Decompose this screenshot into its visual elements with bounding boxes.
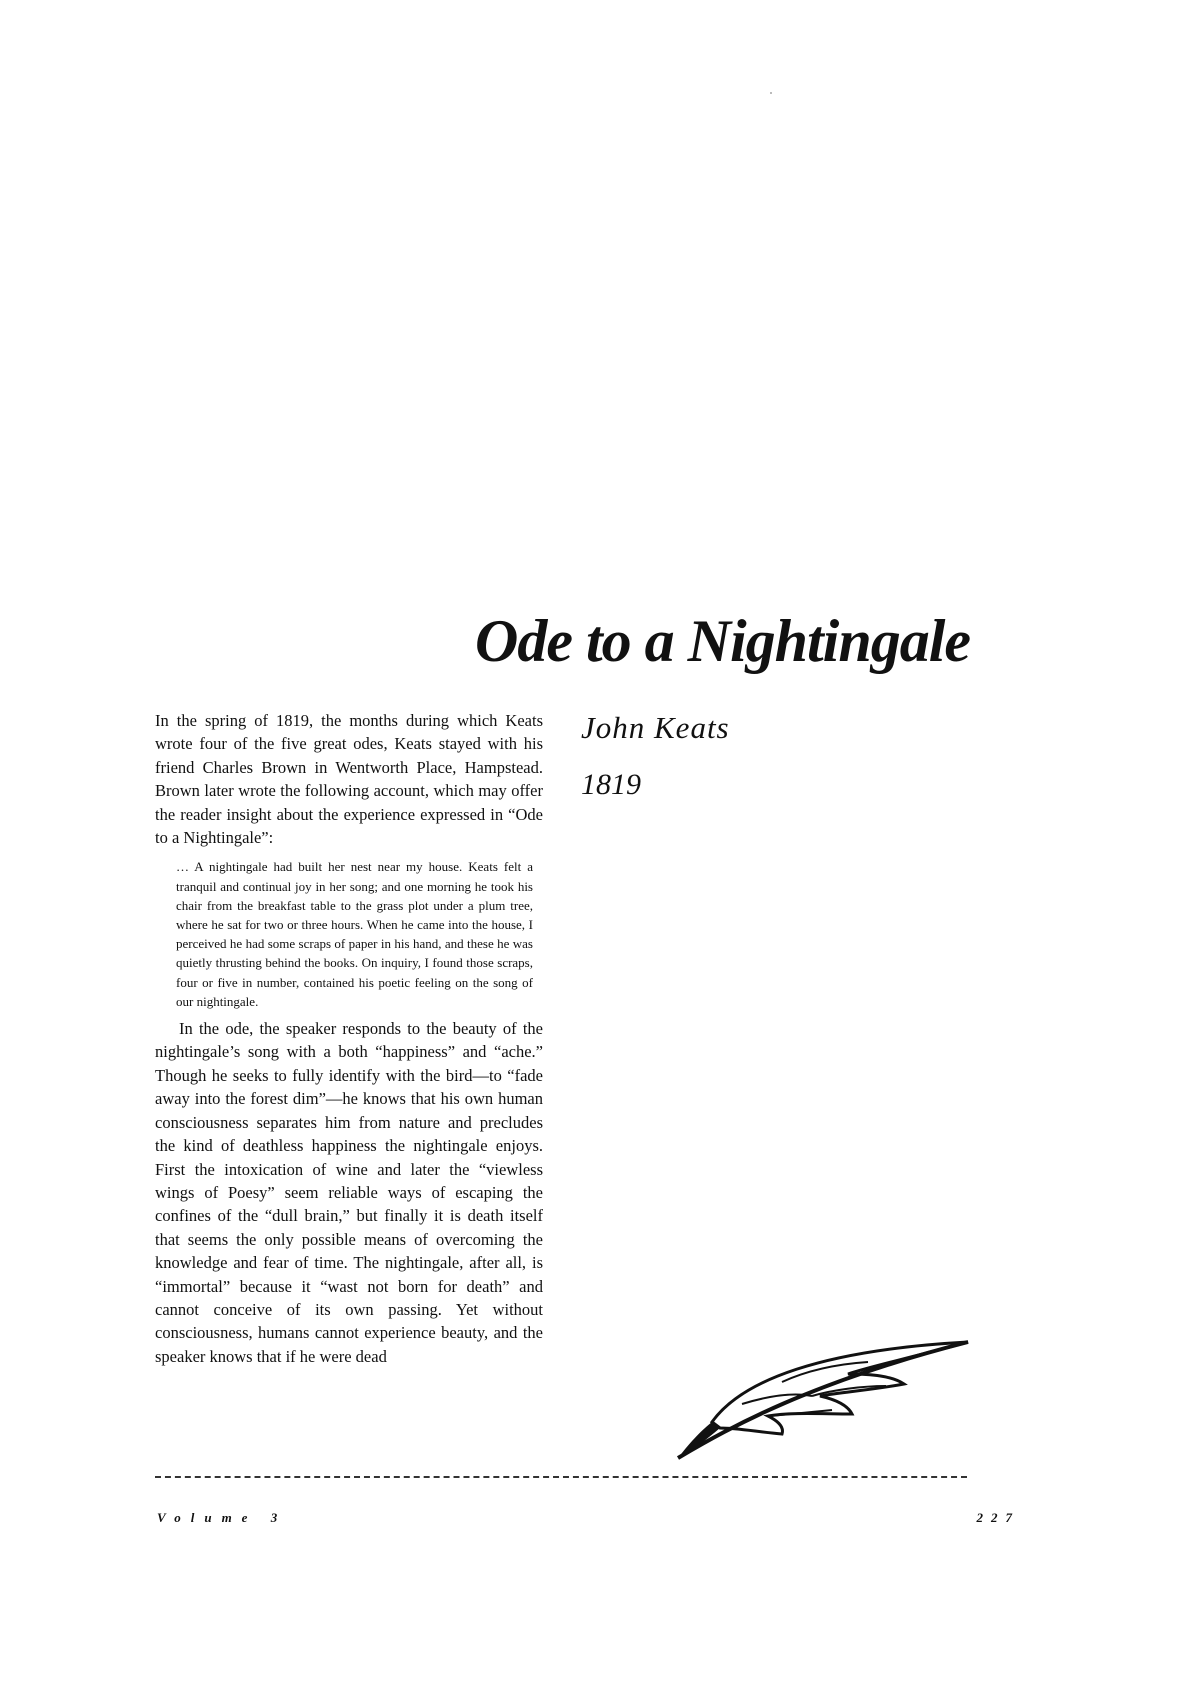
footer-rule — [155, 1476, 967, 1478]
page-number: 227 — [976, 1510, 1020, 1525]
publication-year: 1819 — [581, 768, 641, 801]
scan-speck — [770, 92, 772, 94]
intro-column — [155, 709, 543, 1368]
brown-quotation: … A nightingale had built her nest near my house. Keats felt a tranquil and continual joy in her song; and one morning he took his chair from the breakfast table to the grass plot under a plum tree, where he sat for two or three hours. When he came into the house, I perceived he had some scraps of paper in his hand, and these he was quietly thrusting behind the books. On inquiry, I found those scraps, four or five in number, contained his poetic feeling on the song of our nightingale. — [176, 859, 533, 1009]
intro-paragraph: In the spring of 1819, the months during which Keats wrote four of the five great odes, Keats stayed with his friend Charles Brown in Wentworth Place, Hampstead. Brown later wrote the following account, which may offer the reader insight about the experience expressed in “Ode to a Nightingale”: — [155, 711, 543, 848]
analysis-paragraph: In the ode, the speaker responds to the beauty of the nightingale’s song with a both “happiness” and “ache.” Though he seeks to fully identify with the bird—to “fade away into the forest dim”—he knows that his own human consciousness separates him from nature and precludes the kind of deathless happiness the nightingale enjoys. First the intoxication of wine and later the “viewless wings of Poesy” seem reliable ways of escaping the confines of the “dull brain,” but finally it is death itself that seems the only possible means of overcoming the knowledge and fear of time. The nightingale, after all, is “immortal” because it “wast not born for death” and cannot conceive of its own passing. Yet without consciousness, humans cannot experience beauty, and the speaker knows that if he were dead — [155, 1019, 543, 1366]
author-name: John Keats — [581, 710, 730, 745]
volume-label: Volume 3 — [157, 1510, 288, 1525]
page-title: Ode to a Nightingale — [474, 608, 970, 674]
quill-pen-icon — [672, 1330, 972, 1465]
